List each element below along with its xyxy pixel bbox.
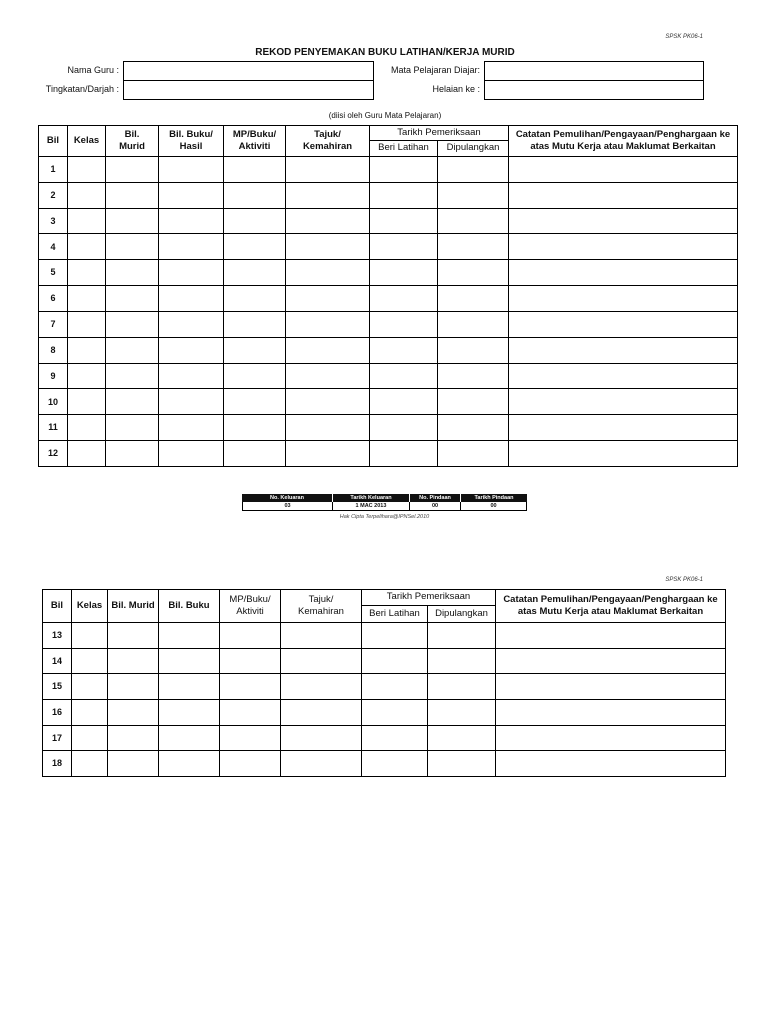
- header-mp-buku-aktiviti: MP/Buku/ Aktiviti: [224, 126, 286, 157]
- bil-murid-cell[interactable]: [106, 157, 159, 183]
- beri-latihan-cell[interactable]: [370, 415, 438, 441]
- beri-latihan-cell[interactable]: [362, 674, 428, 700]
- row-number: 11: [39, 415, 68, 441]
- tajuk-kemahiran-cell[interactable]: [286, 312, 370, 338]
- tarikh-keluaran-value: 1 MAC 2013: [333, 502, 410, 511]
- catatan-cell[interactable]: [496, 751, 726, 777]
- bil-buku-cell[interactable]: [159, 209, 224, 235]
- header-bil-buku: Bil. Buku/ Hasil: [159, 126, 224, 157]
- mp-buku-aktiviti-cell[interactable]: [224, 260, 286, 286]
- bil-murid-cell[interactable]: [106, 260, 159, 286]
- row-number: 7: [39, 312, 68, 338]
- bil-murid-cell[interactable]: [108, 649, 159, 675]
- dipulangkan-cell[interactable]: [438, 183, 509, 209]
- catatan-cell[interactable]: [509, 234, 738, 260]
- tajuk-kemahiran-cell[interactable]: [281, 700, 362, 726]
- catatan-cell[interactable]: [509, 338, 738, 364]
- dipulangkan-cell[interactable]: [428, 726, 496, 752]
- row-number: 16: [43, 700, 72, 726]
- kelas-cell[interactable]: [68, 286, 106, 312]
- beri-latihan-cell[interactable]: [370, 209, 438, 235]
- header-bil-buku: Bil. Buku: [159, 590, 220, 623]
- kelas-cell[interactable]: [68, 389, 106, 415]
- dipulangkan-cell[interactable]: [428, 649, 496, 675]
- review-record-table-continued: [42, 589, 726, 777]
- dipulangkan-cell[interactable]: [438, 441, 509, 467]
- beri-latihan-cell[interactable]: [370, 389, 438, 415]
- bil-buku-cell[interactable]: [159, 441, 224, 467]
- bil-murid-cell[interactable]: [106, 312, 159, 338]
- bil-buku-cell[interactable]: [159, 649, 220, 675]
- kelas-cell[interactable]: [68, 338, 106, 364]
- dipulangkan-cell[interactable]: [438, 209, 509, 235]
- tajuk-kemahiran-cell[interactable]: [286, 183, 370, 209]
- dipulangkan-cell[interactable]: [438, 364, 509, 390]
- mp-buku-aktiviti-cell[interactable]: [220, 751, 281, 777]
- review-record-table: [38, 125, 738, 467]
- no-pindaan-value: 00: [410, 502, 461, 511]
- tajuk-kemahiran-cell[interactable]: [281, 623, 362, 649]
- bil-buku-cell[interactable]: [159, 260, 224, 286]
- row-number: 13: [43, 623, 72, 649]
- header-dipulangkan: Dipulangkan: [438, 141, 509, 157]
- dipulangkan-cell[interactable]: [438, 312, 509, 338]
- beri-latihan-cell[interactable]: [370, 364, 438, 390]
- dipulangkan-cell[interactable]: [428, 700, 496, 726]
- beri-latihan-cell[interactable]: [362, 751, 428, 777]
- bil-murid-cell[interactable]: [106, 209, 159, 235]
- tajuk-kemahiran-cell[interactable]: [281, 674, 362, 700]
- catatan-cell[interactable]: [509, 441, 738, 467]
- kelas-cell[interactable]: [68, 415, 106, 441]
- bil-murid-cell[interactable]: [106, 234, 159, 260]
- row-number: 1: [39, 157, 68, 183]
- header-mp-buku-aktiviti: MP/Buku/ Aktiviti: [220, 590, 281, 623]
- bil-murid-cell[interactable]: [106, 286, 159, 312]
- bil-buku-cell[interactable]: [159, 751, 220, 777]
- header-tajuk-kemahiran: Tajuk/ Kemahiran: [286, 126, 370, 157]
- dipulangkan-cell[interactable]: [438, 389, 509, 415]
- tajuk-kemahiran-cell[interactable]: [286, 415, 370, 441]
- helaian-field[interactable]: [484, 80, 704, 100]
- row-number: 6: [39, 286, 68, 312]
- bil-buku-cell[interactable]: [159, 286, 224, 312]
- catatan-cell[interactable]: [496, 726, 726, 752]
- mp-buku-aktiviti-cell[interactable]: [224, 441, 286, 467]
- helaian-label: Helaian ke :: [432, 84, 480, 94]
- kelas-cell[interactable]: [72, 674, 108, 700]
- catatan-cell[interactable]: [509, 364, 738, 390]
- mp-buku-aktiviti-cell[interactable]: [220, 649, 281, 675]
- header-catatan: Catatan Pemulihan/Pengayaan/Penghargaan ke atas Mutu Kerja atau Maklumat Berkaitan: [509, 126, 738, 157]
- kelas-cell[interactable]: [68, 234, 106, 260]
- kelas-cell[interactable]: [68, 364, 106, 390]
- beri-latihan-cell[interactable]: [362, 623, 428, 649]
- bil-buku-cell[interactable]: [159, 700, 220, 726]
- catatan-cell[interactable]: [509, 415, 738, 441]
- tajuk-kemahiran-cell[interactable]: [286, 364, 370, 390]
- bil-buku-cell[interactable]: [159, 389, 224, 415]
- bil-murid-cell[interactable]: [108, 674, 159, 700]
- bil-murid-cell[interactable]: [108, 700, 159, 726]
- nama-guru-field[interactable]: [123, 61, 374, 81]
- dipulangkan-cell[interactable]: [428, 751, 496, 777]
- bil-murid-cell[interactable]: [106, 389, 159, 415]
- header-bil-murid: Bil. Murid: [106, 126, 159, 157]
- bil-buku-cell[interactable]: [159, 674, 220, 700]
- header-beri-latihan: Beri Latihan: [362, 606, 428, 623]
- mp-buku-aktiviti-cell[interactable]: [224, 364, 286, 390]
- tajuk-kemahiran-cell[interactable]: [286, 286, 370, 312]
- beri-latihan-cell[interactable]: [362, 649, 428, 675]
- kelas-cell[interactable]: [68, 157, 106, 183]
- row-number: 5: [39, 260, 68, 286]
- mp-buku-aktiviti-cell[interactable]: [224, 338, 286, 364]
- catatan-cell[interactable]: [509, 209, 738, 235]
- no-keluaran-value: 03: [242, 502, 333, 511]
- catatan-cell[interactable]: [496, 649, 726, 675]
- tajuk-kemahiran-cell[interactable]: [286, 157, 370, 183]
- mp-buku-aktiviti-cell[interactable]: [220, 674, 281, 700]
- beri-latihan-cell[interactable]: [370, 441, 438, 467]
- tajuk-kemahiran-cell[interactable]: [286, 234, 370, 260]
- bil-murid-cell[interactable]: [106, 441, 159, 467]
- mp-buku-aktiviti-cell[interactable]: [224, 286, 286, 312]
- beri-latihan-cell[interactable]: [370, 183, 438, 209]
- mata-pelajaran-label: Mata Pelajaran Diajar:: [390, 65, 480, 75]
- dipulangkan-cell[interactable]: [438, 415, 509, 441]
- bil-murid-cell[interactable]: [106, 338, 159, 364]
- dipulangkan-cell[interactable]: [438, 157, 509, 183]
- catatan-cell[interactable]: [509, 312, 738, 338]
- beri-latihan-cell[interactable]: [370, 260, 438, 286]
- mp-buku-aktiviti-cell[interactable]: [220, 623, 281, 649]
- header-kelas: Kelas: [72, 590, 108, 623]
- beri-latihan-cell[interactable]: [370, 312, 438, 338]
- beri-latihan-cell[interactable]: [370, 234, 438, 260]
- dipulangkan-cell[interactable]: [438, 260, 509, 286]
- tajuk-kemahiran-cell[interactable]: [286, 389, 370, 415]
- bil-buku-cell[interactable]: [159, 312, 224, 338]
- mp-buku-aktiviti-cell[interactable]: [224, 312, 286, 338]
- dipulangkan-cell[interactable]: [438, 286, 509, 312]
- bil-murid-cell[interactable]: [106, 415, 159, 441]
- mp-buku-aktiviti-cell[interactable]: [224, 389, 286, 415]
- row-number: 10: [39, 389, 68, 415]
- header-catatan: Catatan Pemulihan/Pengayaan/Penghargaan ke atas Mutu Kerja atau Maklumat Berkaitan: [496, 590, 726, 623]
- tarikh-keluaran-header: Tarikh Keluaran: [333, 494, 410, 502]
- beri-latihan-cell[interactable]: [370, 286, 438, 312]
- row-number: 3: [39, 209, 68, 235]
- bil-murid-cell[interactable]: [108, 726, 159, 752]
- mp-buku-aktiviti-cell[interactable]: [220, 726, 281, 752]
- catatan-cell[interactable]: [509, 286, 738, 312]
- header-bil-murid: Bil. Murid: [108, 590, 159, 623]
- header-beri-latihan: Beri Latihan: [370, 141, 438, 157]
- tingkatan-darjah-label: Tingkatan/Darjah :: [45, 84, 119, 94]
- bil-murid-cell[interactable]: [106, 183, 159, 209]
- catatan-cell[interactable]: [509, 183, 738, 209]
- tarikh-pindaan-value: 00: [461, 502, 527, 511]
- bil-buku-cell[interactable]: [159, 234, 224, 260]
- row-number: 9: [39, 364, 68, 390]
- header-tarikh-pemeriksaan: Tarikh Pemeriksaan: [370, 126, 509, 141]
- bil-buku-cell[interactable]: [159, 623, 220, 649]
- form-code: SPSK PK06-1: [665, 34, 703, 40]
- header-dipulangkan: Dipulangkan: [428, 606, 496, 623]
- bil-buku-cell[interactable]: [159, 415, 224, 441]
- no-pindaan-header: No. Pindaan: [410, 494, 461, 502]
- tajuk-kemahiran-cell[interactable]: [286, 441, 370, 467]
- header-tarikh-pemeriksaan: Tarikh Pemeriksaan: [362, 590, 496, 606]
- catatan-cell[interactable]: [496, 674, 726, 700]
- no-keluaran-header: No. Keluaran: [242, 494, 333, 502]
- kelas-cell[interactable]: [72, 623, 108, 649]
- tajuk-kemahiran-cell[interactable]: [281, 751, 362, 777]
- catatan-cell[interactable]: [496, 623, 726, 649]
- row-number: 4: [39, 234, 68, 260]
- tajuk-kemahiran-cell[interactable]: [286, 338, 370, 364]
- header-kelas: Kelas: [68, 126, 106, 157]
- kelas-cell[interactable]: [68, 183, 106, 209]
- catatan-cell[interactable]: [496, 700, 726, 726]
- row-number: 18: [43, 751, 72, 777]
- tajuk-kemahiran-cell[interactable]: [281, 726, 362, 752]
- mp-buku-aktiviti-cell[interactable]: [224, 234, 286, 260]
- tajuk-kemahiran-cell[interactable]: [286, 260, 370, 286]
- mata-pelajaran-field[interactable]: [484, 61, 704, 81]
- dipulangkan-cell[interactable]: [438, 234, 509, 260]
- header-bil: Bil: [43, 590, 72, 623]
- catatan-cell[interactable]: [509, 157, 738, 183]
- document-control-table: [242, 494, 527, 511]
- row-number: 17: [43, 726, 72, 752]
- kelas-cell[interactable]: [72, 700, 108, 726]
- fill-instruction-note: (diisi oleh Guru Mata Pelajaran): [328, 111, 442, 120]
- catatan-cell[interactable]: [509, 389, 738, 415]
- bil-buku-cell[interactable]: [159, 183, 224, 209]
- dipulangkan-cell[interactable]: [438, 338, 509, 364]
- nama-guru-label: Nama Guru :: [67, 65, 119, 75]
- catatan-cell[interactable]: [509, 260, 738, 286]
- bil-buku-cell[interactable]: [159, 338, 224, 364]
- tingkatan-darjah-field[interactable]: [123, 80, 374, 100]
- tajuk-kemahiran-cell[interactable]: [281, 649, 362, 675]
- beri-latihan-cell[interactable]: [362, 700, 428, 726]
- tarikh-pindaan-header: Tarikh Pindaan: [461, 494, 527, 502]
- beri-latihan-cell[interactable]: [370, 157, 438, 183]
- bil-buku-cell[interactable]: [159, 364, 224, 390]
- row-number: 12: [39, 441, 68, 467]
- kelas-cell[interactable]: [68, 441, 106, 467]
- kelas-cell[interactable]: [72, 649, 108, 675]
- tajuk-kemahiran-cell[interactable]: [286, 209, 370, 235]
- kelas-cell[interactable]: [68, 209, 106, 235]
- row-number: 15: [43, 674, 72, 700]
- kelas-cell[interactable]: [68, 312, 106, 338]
- bil-murid-cell[interactable]: [106, 364, 159, 390]
- mp-buku-aktiviti-cell[interactable]: [224, 209, 286, 235]
- bil-murid-cell[interactable]: [108, 623, 159, 649]
- bil-murid-cell[interactable]: [108, 751, 159, 777]
- mp-buku-aktiviti-cell[interactable]: [224, 157, 286, 183]
- row-number: 14: [43, 649, 72, 675]
- row-number: 2: [39, 183, 68, 209]
- mp-buku-aktiviti-cell[interactable]: [224, 415, 286, 441]
- form-code: SPSK PK06-1: [665, 577, 703, 583]
- beri-latihan-cell[interactable]: [370, 338, 438, 364]
- beri-latihan-cell[interactable]: [362, 726, 428, 752]
- mp-buku-aktiviti-cell[interactable]: [220, 700, 281, 726]
- kelas-cell[interactable]: [72, 726, 108, 752]
- row-number: 8: [39, 338, 68, 364]
- bil-buku-cell[interactable]: [159, 726, 220, 752]
- header-bil: Bil: [39, 126, 68, 157]
- copyright-notice: Hak Cipta Terpelihara@IPNSel.2010: [339, 514, 430, 520]
- header-tajuk-kemahiran: Tajuk/ Kemahiran: [281, 590, 362, 623]
- dipulangkan-cell[interactable]: [428, 623, 496, 649]
- kelas-cell[interactable]: [68, 260, 106, 286]
- mp-buku-aktiviti-cell[interactable]: [224, 183, 286, 209]
- kelas-cell[interactable]: [72, 751, 108, 777]
- page-title: REKOD PENYEMAKAN BUKU LATIHAN/KERJA MURID: [255, 47, 515, 58]
- bil-buku-cell[interactable]: [159, 157, 224, 183]
- dipulangkan-cell[interactable]: [428, 674, 496, 700]
